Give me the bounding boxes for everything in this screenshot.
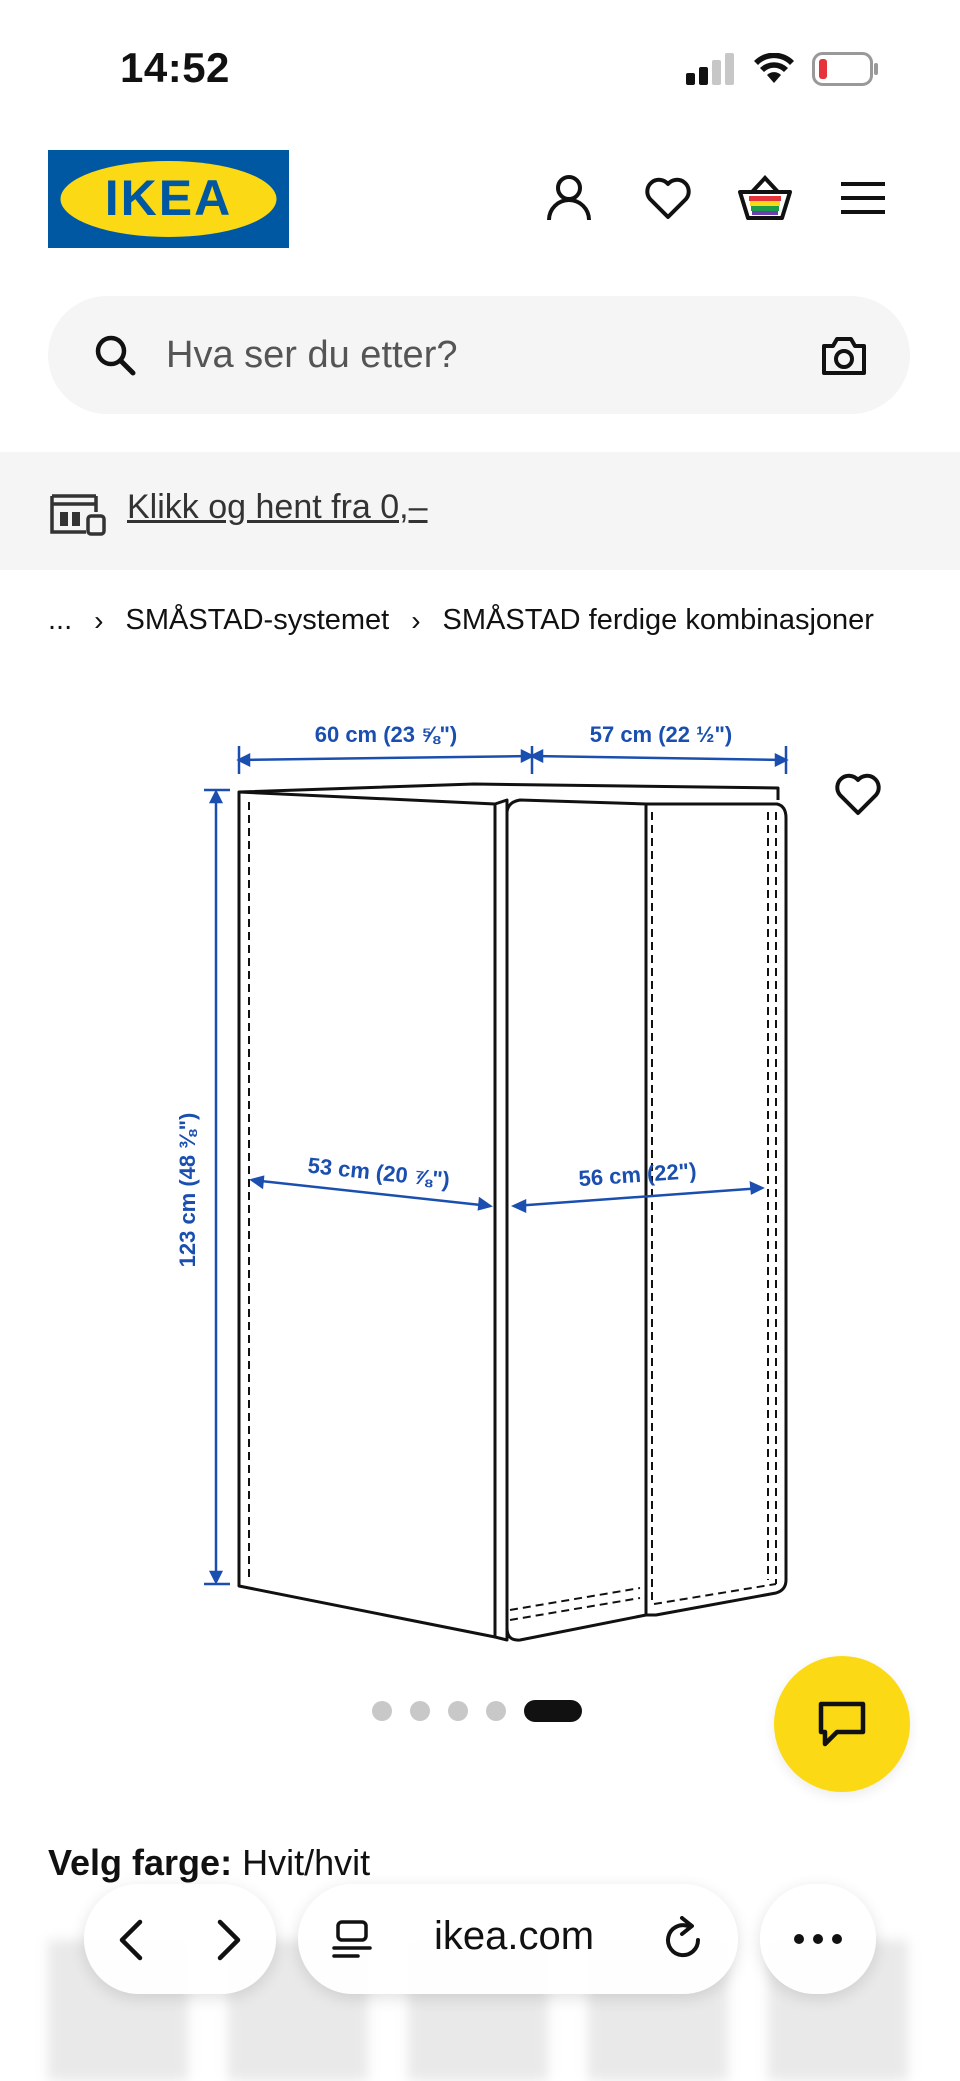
color-label: Velg farge: bbox=[48, 1842, 233, 1883]
address-bar[interactable] bbox=[298, 1884, 738, 1994]
forward-icon[interactable] bbox=[214, 1918, 244, 1962]
reload-icon[interactable] bbox=[662, 1916, 706, 1962]
basket-icon[interactable] bbox=[737, 170, 793, 226]
logo-text: IKEA bbox=[104, 170, 233, 226]
page-menu-icon[interactable] bbox=[332, 1918, 372, 1960]
battery-icon bbox=[812, 52, 880, 86]
search-input[interactable] bbox=[48, 296, 910, 414]
chat-icon bbox=[817, 1700, 867, 1748]
product-dimension-image[interactable] bbox=[150, 700, 810, 1660]
depth-dimension-label: 57 cm (22 ½") bbox=[589, 722, 733, 747]
carousel-dot-active[interactable] bbox=[524, 1700, 582, 1722]
chevron-right-icon: › bbox=[411, 604, 421, 636]
chat-button[interactable] bbox=[774, 1656, 910, 1792]
click-collect-banner[interactable] bbox=[0, 452, 960, 570]
heart-icon[interactable] bbox=[640, 170, 696, 226]
store-pickup-icon bbox=[50, 488, 106, 536]
breadcrumb bbox=[48, 604, 874, 637]
carousel-dot[interactable] bbox=[486, 1701, 506, 1721]
status-icons bbox=[686, 52, 880, 86]
browser-nav-controls bbox=[84, 1884, 276, 1994]
more-options-button[interactable] bbox=[760, 1884, 876, 1994]
inner-depth-dimension-label: 56 cm (22") bbox=[577, 1157, 698, 1192]
menu-icon[interactable] bbox=[835, 170, 891, 226]
favorite-heart-icon[interactable] bbox=[834, 772, 890, 828]
search-placeholder: Hva ser du etter? bbox=[166, 334, 458, 376]
breadcrumb-item-combinations[interactable]: SMÅSTAD ferdige kombinasjoner bbox=[442, 604, 874, 636]
inner-width-dimension-label: 53 cm (20 ⅞") bbox=[306, 1152, 451, 1193]
carousel-dot[interactable] bbox=[448, 1701, 468, 1721]
wifi-icon bbox=[754, 53, 794, 85]
carousel-dot[interactable] bbox=[372, 1701, 392, 1721]
ikea-logo[interactable] bbox=[48, 150, 289, 248]
click-collect-text[interactable]: Klikk og hent fra 0,– bbox=[127, 488, 428, 526]
back-icon[interactable] bbox=[116, 1918, 146, 1962]
cellular-signal-icon bbox=[686, 53, 736, 85]
color-selector-label bbox=[48, 1842, 370, 1884]
chevron-right-icon: › bbox=[94, 604, 104, 636]
color-value: Hvit/hvit bbox=[242, 1842, 371, 1883]
url-text[interactable]: ikea.com bbox=[434, 1914, 595, 1958]
carousel-indicator bbox=[372, 1700, 582, 1722]
breadcrumb-ellipsis[interactable]: ... bbox=[48, 604, 73, 636]
width-dimension-label: 60 cm (23 ⅝") bbox=[314, 722, 458, 747]
breadcrumb-item-system[interactable]: SMÅSTAD-systemet bbox=[125, 604, 390, 636]
user-icon[interactable] bbox=[541, 170, 597, 226]
height-dimension-label: 123 cm (48 ⅜") bbox=[175, 1112, 200, 1268]
search-icon bbox=[94, 334, 136, 376]
carousel-dot[interactable] bbox=[410, 1701, 430, 1721]
camera-icon[interactable] bbox=[821, 334, 867, 376]
more-icon bbox=[793, 1933, 843, 1945]
status-time: 14:52 bbox=[120, 44, 230, 91]
